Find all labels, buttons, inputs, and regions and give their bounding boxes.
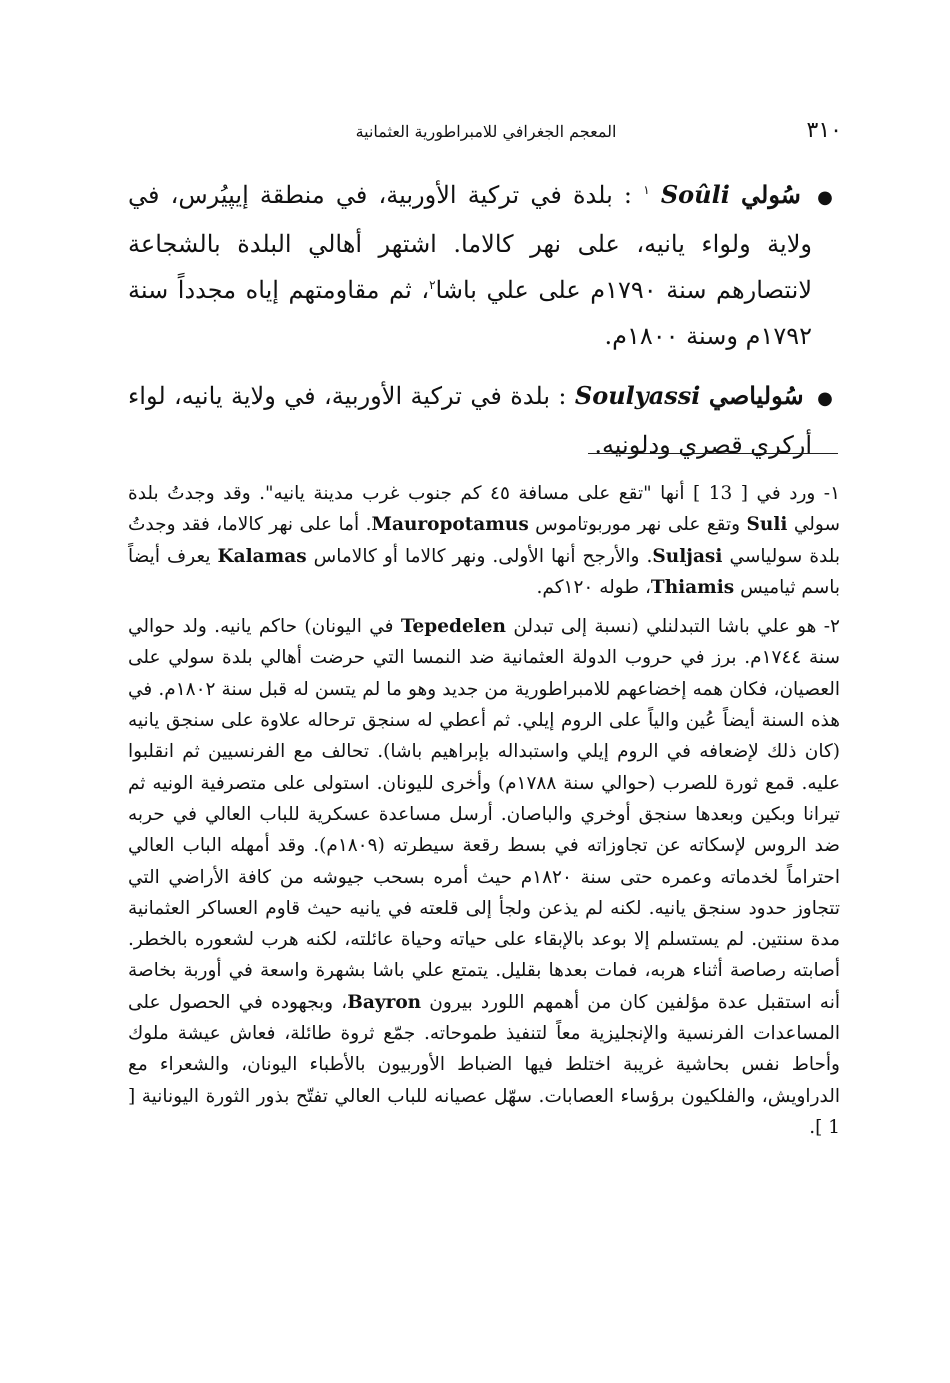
entry-text: : بلدة في تركية الأوربية، في ولاية يانيه، لواء أركري قصري ودلونيه. [128, 382, 812, 459]
entry-text-tail: ، ثم مقاومتهم إياه مجدداً سنة ١٧٩٢م وسنة ١٨٠٠م. [128, 276, 812, 350]
footnote-text: ، وبجهوده في الحصول على المساعدات الفرنسية والإنجليزية معاً لتنفيذ طموحاته. جمّع ثروة طائلة، فعاش عيشة ملوك وأحاط نفس بحاشية غريبة اختلط فيها الضباط الأوربيون بالأطباء اليونان، والشعراء مع الدراويش، والفلكيون برؤساء العصابات. سهّل عصيانه للباب العالي تفتّح بذور الثورة اليونانية [ 1 ]. [128, 991, 840, 1138]
bullet-icon: ● [817, 187, 833, 208]
footnote-text: ٢- هو علي باشا التبدلنلي (نسبة إلى تبدلن [513, 616, 840, 638]
footnote-ref: ١ [643, 183, 650, 197]
latin-term: Thiamis [650, 576, 735, 598]
footnote-text: ، طوله ١٢٠كم. [536, 576, 651, 598]
entries [128, 172, 838, 482]
page-number: ٣١٠ [806, 118, 842, 143]
footnotes [128, 478, 840, 1151]
entry-latin-name: Soûli [660, 180, 730, 209]
footnote-text: . والأرجح أنها الأولى. ونهر كالاما أو كالاماس [313, 545, 653, 567]
footnote-text: يعرف أيضاً باسم ثياميس [128, 545, 840, 598]
entry-latin-name: Soulyassi [574, 381, 701, 410]
footnote-text: في اليونان) حاكم يانيه. ولد حوالي سنة ١٧٤٤م. برز في حروب الدولة العثمانية ضد النمسا التي حرضت أهالي بلدة سولي على العصيان، فكان همه إخضاعهم للامبراطورية من جديد وهو ما لم يتسن له قبل سنة ١٨٠٢م. في هذه السنة أيضاً عُين والياً على الروم إيلي. ثم أعطي له سنجق ترحاله علاوة على سنجق يانيه (كان ذلك لإضعافه في الروم إيلي واستبداله بإبراهيم باشا). تحالف مع الفرنسيين ثم انقلبوا عليه. قمع ثورة للصرب (حوالي سنة ١٧٨٨م) وأخرى لليونان. استولى على متصرفية الونيه ثم تيرانا وبكين وبعدها سنجق أوخري والباصان. أرسل مساعدة عسكرية للباب العالي في حربه ضد الروس لإسكاته عن تجاوزاته في بسط رقعة سيطرته (١٨٠٩م). وقد أمهله الباب العالي احتراماً لخدماته وعمره حتى سنة ١٨٢٠م حيث أمره بسحب جيوشه من كافة الأراضي التي تتجاوز حدود سنجق يانيه. لكنه لم يذعن ولجأ إلى قلعته في يانيه حيث قاوم العساكر العثمانية مدة سنتين. لم يستسلم إلا بوعد بالإبقاء على حياته وحياة عائلته، لكنه هرب لشعوره بالخطر. أصابته رصاصة أثناء هربه، فمات بعدها بقليل. يتمتع علي باشا بشهرة واسعة في أوربة بخاصة أنه استقبل عدة مؤلفين كان من أهمهم اللورد بيرون [128, 616, 840, 1013]
entry-headword: سُولي [741, 180, 801, 209]
bullet-icon: ● [817, 388, 833, 409]
latin-term: Suli [746, 514, 788, 536]
footnote-divider [588, 453, 838, 454]
footnote-text: . أما على نهر كالاما، فقد وجدتُ بلدة سولياسي [128, 514, 840, 567]
latin-term: Bayron [347, 991, 422, 1013]
page-header [130, 118, 842, 148]
entry-text: : بلدة في تركية الأوربية، في منطقة إيپيُرس، في ولاية ولواء يانيه، على نهر كالاما. اشتهر أهالي البلدة بالشجاعة لانتصارهم سنة ١٧٩٠م على علي باشا [128, 181, 813, 304]
footnote-text: ١- ورد في [ 13 ] أنها "تقع على مسافة ٤٥ كم جنوب غرب مدينة يانيه". وقد وجدتُ بلدة سولي [128, 483, 840, 536]
footnote-1 [128, 478, 840, 603]
entry-souli [128, 172, 838, 359]
latin-term: Mauropotamus [371, 514, 529, 536]
footnote-text: وتقع على نهر موربوتاموس [535, 514, 741, 536]
entry-headword: سُولياصي [708, 381, 804, 410]
running-title: المعجم الجغرافي للامبراطورية العثمانية [355, 122, 617, 141]
footnote-2 [128, 611, 840, 1143]
latin-term: Kalamas [217, 545, 307, 567]
latin-term: Tepedelen [400, 616, 506, 638]
latin-term: Suljasi [652, 545, 723, 567]
footnote-ref: ٢ [429, 278, 436, 292]
